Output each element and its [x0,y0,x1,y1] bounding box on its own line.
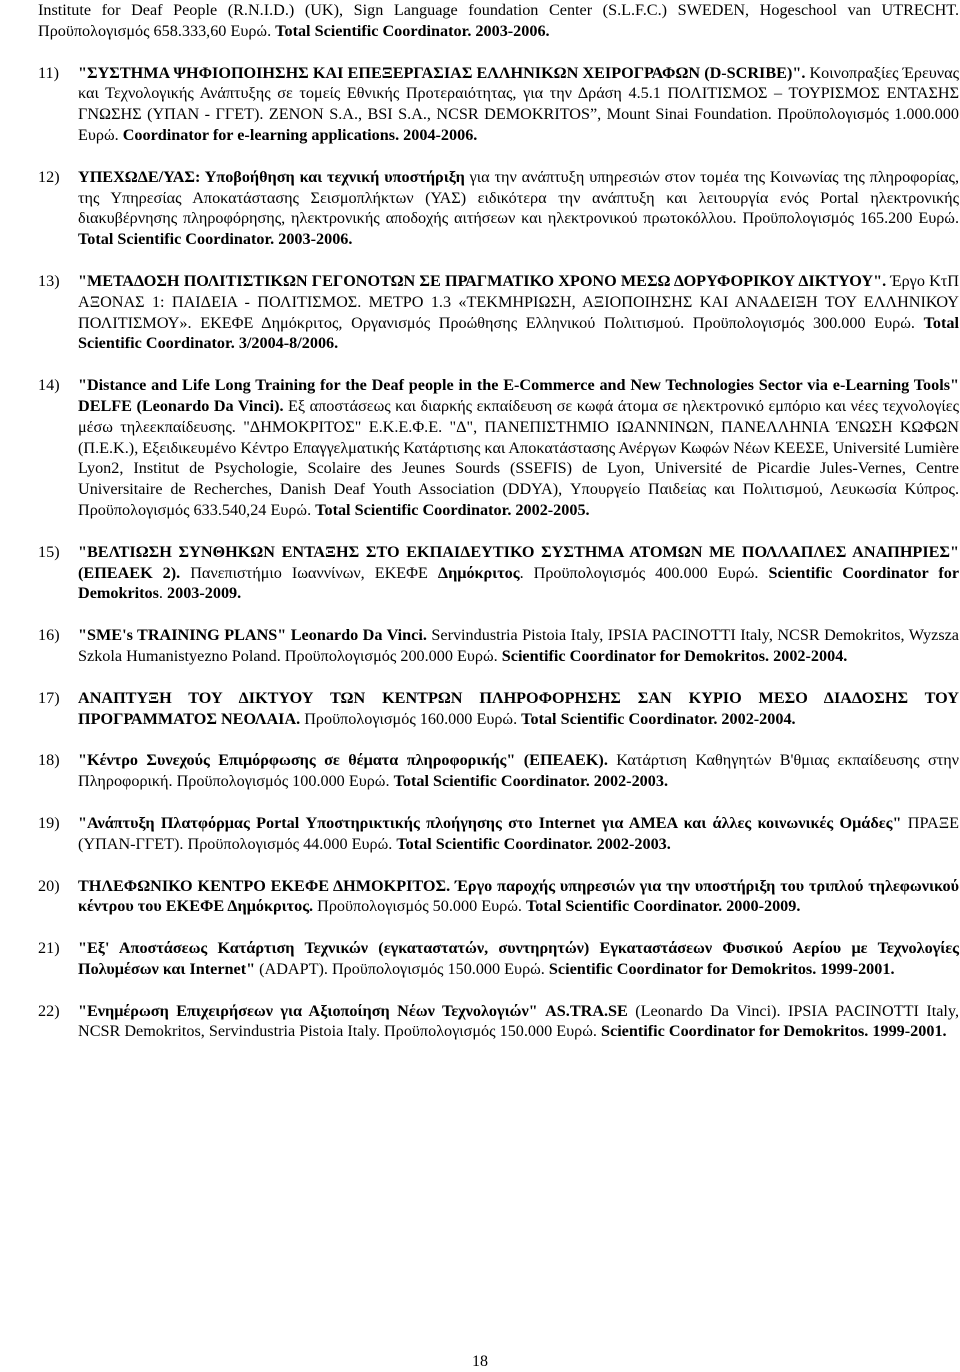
text-run: για την ανάπτυξη υπηρεσιών στον τομέα της Κοινωνίας της πληροφορίας, της Υπηρεσίας Αποκατάστασης Σεισμοπλήκτων (ΥΑΣ) ειδικότερα την ανάπτυξη και λειτουργία ενός Portal ηλεκτρονικής διακυβέρνησης πληροφόρησης, ηλεκτρονικής αποδοχής αιτήσεων και ηλεκτρονικού πρωτοκόλλου. Προϋπολογισμός 165.200 Ευρώ. [78,167,959,228]
bold-text: "SME's TRAINING PLANS" Leonardo Da Vinci. [78,626,427,645]
continuation-paragraph [38,0,959,42]
item-text [78,688,959,730]
bold-text: "Κέντρο Συνεχούς Επιμόρφωσης σε θέματα πληροφορικής" (ΕΠΕΑΕΚ). [78,751,608,770]
bold-text: "ΒΕΛΤΙΩΣΗ ΣΥΝΘΗΚΩΝ ΕΝΤΑΞΗΣ ΣΤΟ ΕΚΠΑΙΔΕΥΤΙΚΟ ΣΥΣΤΗΜΑ ΑΤΟΜΩΝ ΜΕ ΠΟΛΛΑΠΛΕΣ ΑΝΑΠΗΡΙΕΣ" (ΕΠΕΑΕΚ 2). [78,542,959,582]
bold-text: "ΜΕΤΑΔΟΣΗ ΠΟΛΙΤΙΣΤΙΚΩΝ ΓΕΓΟΝΟΤΩΝ ΣΕ ΠΡΑΓΜΑΤΙΚΟ ΧΡΟΝΟ ΜΕΣΩ ΔΟΡΥΦΟΡΙΚΟΥ ΔΙΚΤΥΟΥ". [78,271,887,290]
project-item [38,375,959,521]
item-number: 16) [38,626,60,645]
bold-text: Total Scientific Coordinator. 2002-2004. [521,709,796,728]
text-run: Servindustria Pistoia Italy, IPSIA PACINOTTI Italy, NCSR Demokritos, Wyzsza Szkola Humanistyezno Poland. Προϋπολογισμός 200.000 Ευρώ. [78,626,959,665]
bold-text: Scientific Coordinator for Demokritos. 1999-2001. [601,1022,947,1041]
text-run: (Leonardo Da Vinci). IPSIA PACINOTTI Italy, NCSR Demokritos, Servindustria Pistoia Italy. Προϋπολογισμός 150.000 Ευρώ. [78,1001,959,1041]
text-run: . Προϋπολογισμός 400.000 Ευρώ. [519,563,769,582]
item-text [78,938,959,980]
bold-text: ΤΗΛΕΦΩΝΙΚΟ ΚΕΝΤΡΟ ΕΚΕΦΕ ΔΗΜΟΚΡΙΤΟΣ. [78,876,451,895]
bold-text: Total Scientific Coordinator. 2000-2009. [525,897,801,916]
item-number: 13) [38,271,60,290]
item-number: 20) [38,876,60,895]
project-item [38,271,959,354]
bold-text: Total Scientific Coordinator. 2002-2003. [393,772,668,791]
bold-text: "Εξ' Αποστάσεως Κατάρτιση Τεχνικών (εγκαταστατών, συντηρητών) Εγκαταστάσεων Φυσικού Αερίου με Τεχνολογίες Πολυμέσων και Internet" [78,939,959,978]
page-number: 18 [472,1353,488,1370]
item-number: 19) [38,813,60,832]
text-run: Κατάρτιση Καθηγητών Β'θμιας εκπαίδευσης στην Πληροφορική. Προϋπολογισμός 100.000 Ευρώ. [78,751,959,791]
item-text [78,375,959,521]
text-run: Έργο ΚτΠ ΑΞΟΝΑΣ 1: ΠΑΙΔΕΙΑ - ΠΟΛΙΤΙΣΜΟΣ. ΜΕΤΡΟ 1.3 «ΤΕΚΜΗΡΙΩΣΗ, ΑΞΙΟΠΟΙΗΣΗΣ ΚΑΙ ΑΝΑΔΕΙΞΗ ΤΟΥ ΕΛΛΗΝΙΚΟΥ ΠΟΛΙΤΙΣΜΟΥ». ΕΚΕΦΕ Δημόκριτος, Οργανισμός Προώθησης Ελληνικού Πολιτισμού. Προϋπολογισμός 300.000 Ευρώ. [78,271,959,332]
item-number: 22) [38,1001,60,1020]
project-item [38,688,959,730]
bold-text: "Distance and Life Long Training for the Deaf people in the E-Commerce and New Technologies Sector via e-Learning Tools" DELFE (Leonardo Da Vinci). [78,376,959,415]
item-text [78,750,959,792]
item-number: 21) [38,939,60,958]
bold-text: ΥΠΕΧΩΔΕ/ΥΑΣ: Υποβοήθηση και τεχνική υποστήριξη [78,167,465,186]
item-text [78,167,959,250]
item-text [78,876,959,918]
bold-text: Total Scientific Coordinator. 2003-2006. [78,230,353,249]
bold-text: Έργο παροχής υπηρεσιών για την υποστήριξη του τριπλού τηλεφωνικού κέντρου του ΕΚΕΦΕ Δημόκριτος. [78,876,960,916]
bold-text: Total Scientific Coordinator. 2002-2005. [315,500,590,519]
text-run: ΠΡΑΞΕ (ΥΠΑΝ-ΓΓΕΤ). Προϋπολογισμός 44.000 Ευρώ. [78,813,959,853]
text-run: Εξ αποστάσεως και διαρκής εκπαίδευση σε κωφά άτομα σε ηλεκτρονικό εμπόριο και νέες τεχνολογίες μέσω τηλεεκπαίδευσης. "ΔΗΜΟΚΡΙΤΟΣ" Ε.Κ.Ε.Φ.Ε. "Δ", ΠΑΝΕΠΙΣΤΗΜΙΟ ΙΩΑΝΝΙΝΩΝ, ΠΑΝΕΛΛΗΝΙΑ ΈΝΩΣΗ ΚΩΦΩΝ (Π.Ε.Κ.), Εξειδικευμένο Κέντρο Επαγγελματικής Κατάρτισης και Αποκατάστασης Ανέργων Κωφών Νέων ΚΕΕΣΕ, Université Lumière Lyon2, Institut de Psychologie, Scolaire des Jeunes Sourds (SSEFIS) de Lyon, Université de Picardie Jules-Vernes, Centre Universitaire de Recherches, Danish Deaf Youth Association (DDYA), Υπουργείο Παιδείας και Πολιτισμού, Λευκωσία Κύπρος. Προϋπολογισμός 633.540,24 Ευρώ. [78,396,959,519]
project-item [38,813,959,855]
bold-text: Scientific Coordinator for Demokritos. 2002-2004. [501,646,848,665]
item-text [78,542,959,604]
bold-text: Scientific Coordinator for Demokritos [78,563,960,603]
project-item [38,542,959,604]
bold-text: "Ανάπτυξη Πλατφόρμας Portal Υποστηρικτικής πλοήγησης στο Internet για ΑΜΕΑ και άλλες κοινωνικές Ομάδες" [78,813,902,832]
project-item [38,750,959,792]
project-item [38,625,959,667]
bold-text: Total Scientific Coordinator. 3/2004-8/2006. [78,313,959,353]
item-number: 17) [38,688,60,707]
project-item [38,876,959,918]
item-text [78,271,959,354]
project-list [38,63,959,1043]
project-item [38,1001,959,1043]
item-text [78,813,959,855]
text-run: . [158,584,168,603]
item-text [78,625,959,667]
bold-text: Total Scientific Coordinator. 2002-2003. [396,834,671,853]
bold-text: ΑΝΑΠΤΥΞΗ ΤΟΥ ΔΙΚΤΥΟΥ ΤΩΝ ΚΕΝΤΡΩΝ ΠΛΗΡΟΦΟΡΗΣΗΣ ΣΑΝ ΚΥΡΙΟ ΜΕΣΟ ΔΙΑΔΟΣΗΣ ΤΟΥ ΠΡΟΓΡΑΜΜΑΤΟΣ ΝΕΟΛΑΙΑ. [78,688,959,728]
bold-text: Coordinator for e-learning applications. 2004-2006. [122,125,478,144]
item-number: 15) [38,542,60,561]
bold-text: Δημόκριτος [437,563,520,582]
bold-text: "Ενημέρωση Επιχειρήσεων για Αξιοποίηση Νέων Τεχνολογιών" AS.TRA.SE [78,1001,628,1020]
item-number: 14) [38,376,60,395]
project-item [38,938,959,980]
bold-text: 2003-2009. [167,584,242,603]
text-run: Institute for Deaf People (R.N.I.D.) (UK), Sign Language foundation Center (S.L.F.C.) SWEDEN, Hogeschool van UTRECHT. Προϋπολογισμός 658.333,60 Ευρώ. [38,1,959,40]
text-run: Προϋπολογισμός 50.000 Ευρώ. [313,897,526,916]
item-number: 11) [38,63,59,82]
text-run: Προϋπολογισμός 160.000 Ευρώ. [300,709,522,728]
text-run: Κοινοπραξίες Έρευνας και Τεχνολογικής Ανάπτυξης σε τομείς Εθνικής Προτεραιότητας, για την Δράση 4.5.1 ΠΟΛΙΤΙΣΜΟΣ – ΤΟΥΡΙΣΜΟΣ ΕΝΤΑΣΗΣ ΓΝΩΣΗΣ (ΥΠΑΝ - ΓΓΕΤ). ZENON S.A., BSI S.A., NCSR DEMOKRITOS”, Mount Sinai Foundation. Προϋπολογισμός 1.000.000 Ευρώ. [78,63,959,144]
text-run: Πανεπιστήμιο Ιωαννίνων, ΕΚΕΦΕ [180,563,438,582]
bold-text: "ΣΥΣΤΗΜΑ ΨΗΦΙΟΠΟΙΗΣΗΣ ΚΑΙ ΕΠΕΞΕΡΓΑΣΙΑΣ ΕΛΛΗΝΙΚΩΝ ΧΕΙΡΟΓΡΑΦΩΝ (D-SCRIBE)". [78,63,806,82]
item-number: 18) [38,751,60,770]
project-item [38,167,959,250]
item-number: 12) [38,167,60,186]
project-item [38,63,959,146]
document-page [38,0,959,1042]
bold-text: Scientific Coordinator for Demokritos. 1999-2001. [548,959,895,978]
bold-text: Total Scientific Coordinator. 2003-2006. [275,21,550,40]
item-text [78,63,959,146]
text-run: (ADAPT). Προϋπολογισμός 150.000 Ευρώ. [255,959,549,978]
item-text [78,1001,959,1043]
